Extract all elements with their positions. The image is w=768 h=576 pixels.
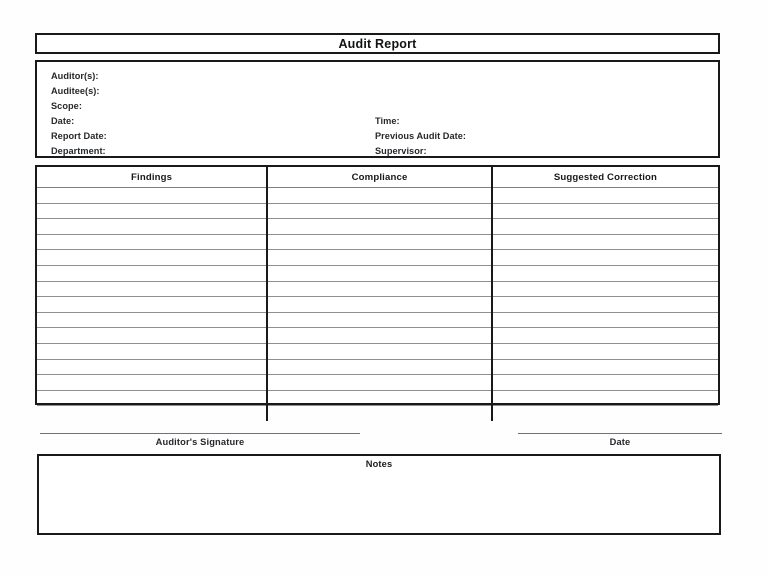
field-label-auditors: Auditor(s): <box>51 71 99 81</box>
header-row-auditee <box>37 86 718 102</box>
cell-compliance[interactable] <box>267 312 492 328</box>
field-label-time: Time: <box>375 116 400 126</box>
cell-compliance[interactable] <box>267 359 492 375</box>
cell-findings[interactable] <box>37 312 267 328</box>
cell-findings[interactable] <box>37 406 267 421</box>
report-title-bar <box>35 33 720 54</box>
table-row <box>37 312 718 328</box>
cell-suggested-correction[interactable] <box>492 297 718 313</box>
auditor-signature-line <box>40 433 360 434</box>
cell-compliance[interactable] <box>267 343 492 359</box>
cell-findings[interactable] <box>37 250 267 266</box>
header-row-report-date <box>37 131 718 147</box>
column-header-compliance: Compliance <box>267 167 492 188</box>
cell-suggested-correction[interactable] <box>492 219 718 235</box>
cell-findings[interactable] <box>37 343 267 359</box>
cell-compliance[interactable] <box>267 203 492 219</box>
cell-compliance[interactable] <box>267 219 492 235</box>
signature-date-label: Date <box>609 437 631 447</box>
cell-suggested-correction[interactable] <box>492 406 718 421</box>
cell-suggested-correction[interactable] <box>492 312 718 328</box>
table-header-row <box>37 167 718 188</box>
cell-findings[interactable] <box>37 219 267 235</box>
field-label-date: Date: <box>51 116 75 126</box>
field-label-report-date: Report Date: <box>51 131 107 141</box>
header-row-scope <box>37 101 718 117</box>
page-title: Audit Report <box>338 36 417 51</box>
cell-suggested-correction[interactable] <box>492 359 718 375</box>
table-row <box>37 203 718 219</box>
cell-compliance[interactable] <box>267 406 492 421</box>
column-header-suggested-correction: Suggested Correction <box>492 167 718 188</box>
table-row <box>37 281 718 297</box>
findings-grid <box>37 167 718 421</box>
field-label-department: Department: <box>51 146 106 156</box>
field-label-auditees: Auditee(s): <box>51 86 100 96</box>
cell-findings[interactable] <box>37 359 267 375</box>
field-label-previous-audit-date: Previous Audit Date: <box>375 131 467 141</box>
table-row <box>37 406 718 421</box>
cell-findings[interactable] <box>37 234 267 250</box>
cell-suggested-correction[interactable] <box>492 188 718 204</box>
header-row-date <box>37 116 718 132</box>
cell-suggested-correction[interactable] <box>492 234 718 250</box>
cell-findings[interactable] <box>37 203 267 219</box>
cell-suggested-correction[interactable] <box>492 265 718 281</box>
cell-findings[interactable] <box>37 281 267 297</box>
cell-findings[interactable] <box>37 390 267 406</box>
cell-compliance[interactable] <box>267 328 492 344</box>
notes-box[interactable] <box>37 454 721 535</box>
header-row-department <box>37 146 718 162</box>
cell-suggested-correction[interactable] <box>492 390 718 406</box>
column-header-findings: Findings <box>37 167 267 188</box>
cell-compliance[interactable] <box>267 234 492 250</box>
cell-compliance[interactable] <box>267 188 492 204</box>
cell-compliance[interactable] <box>267 390 492 406</box>
header-row-auditor <box>37 71 718 87</box>
findings-table <box>35 165 720 405</box>
cell-findings[interactable] <box>37 265 267 281</box>
cell-compliance[interactable] <box>267 281 492 297</box>
cell-compliance[interactable] <box>267 250 492 266</box>
field-label-scope: Scope: <box>51 101 82 111</box>
field-label-supervisor: Supervisor: <box>375 146 427 156</box>
table-row <box>37 390 718 406</box>
cell-findings[interactable] <box>37 297 267 313</box>
table-row <box>37 343 718 359</box>
table-row <box>37 328 718 344</box>
cell-suggested-correction[interactable] <box>492 250 718 266</box>
notes-title: Notes <box>365 459 393 469</box>
table-row <box>37 297 718 313</box>
cell-suggested-correction[interactable] <box>492 203 718 219</box>
table-row <box>37 359 718 375</box>
table-row <box>37 219 718 235</box>
cell-compliance[interactable] <box>267 265 492 281</box>
cell-suggested-correction[interactable] <box>492 343 718 359</box>
cell-suggested-correction[interactable] <box>492 281 718 297</box>
cell-findings[interactable] <box>37 188 267 204</box>
cell-compliance[interactable] <box>267 375 492 391</box>
table-row <box>37 188 718 204</box>
signature-date-line <box>518 433 722 434</box>
findings-table-body <box>37 188 718 421</box>
cell-findings[interactable] <box>37 328 267 344</box>
cell-compliance[interactable] <box>267 297 492 313</box>
cell-suggested-correction[interactable] <box>492 328 718 344</box>
table-row <box>37 234 718 250</box>
findings-table-head <box>37 167 718 188</box>
table-row <box>37 250 718 266</box>
auditor-signature-label: Auditor's Signature <box>155 437 245 447</box>
table-row <box>37 375 718 391</box>
table-row <box>37 265 718 281</box>
header-info-box <box>35 60 720 158</box>
cell-findings[interactable] <box>37 375 267 391</box>
cell-suggested-correction[interactable] <box>492 375 718 391</box>
